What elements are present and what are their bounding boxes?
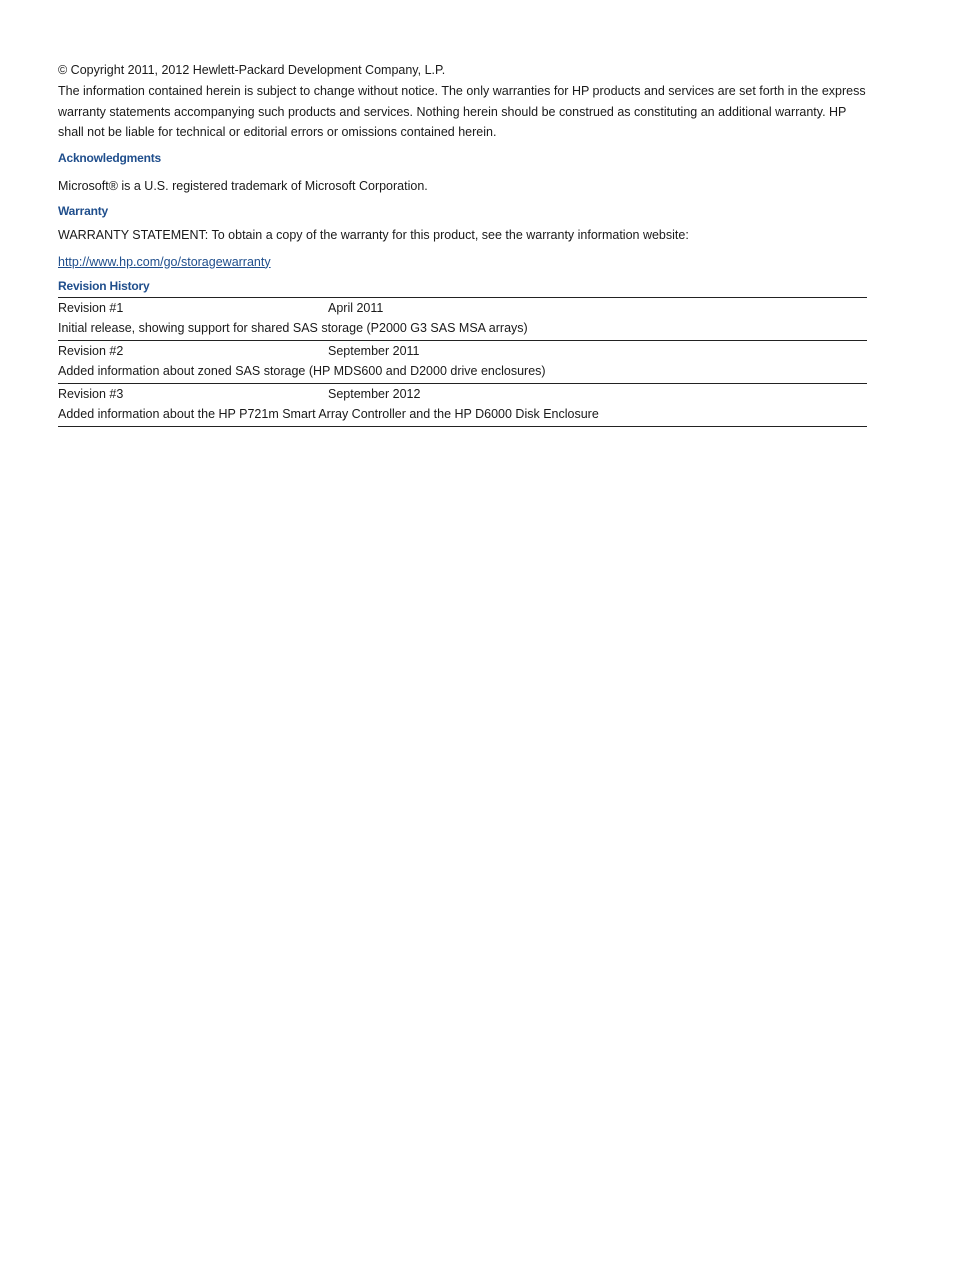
warranty-link[interactable]: http://www.hp.com/go/storagewarranty bbox=[58, 254, 271, 269]
revision-description: Initial release, showing support for shared SAS storage (P2000 G3 SAS MSA arrays) bbox=[58, 320, 528, 335]
revision-entry bbox=[58, 298, 867, 341]
revision-description: Added information about the HP P721m Smart Array Controller and the HP D6000 Disk Enclosure bbox=[58, 406, 599, 421]
revision-header-row bbox=[58, 298, 867, 318]
revision-number: Revision #3 bbox=[58, 386, 124, 401]
revision-date: September 2012 bbox=[328, 386, 421, 401]
revision-history-table bbox=[58, 297, 867, 427]
legal-notice: The information contained herein is subject to change without notice. The only warranties for HP products and services are set forth in the express warranty statements accompanying such products and services. Nothing herein should be construed as constituting an additional warranty. HP shall not be liable for technical or editorial errors or omissions contained herein. bbox=[58, 84, 866, 139]
revision-date: April 2011 bbox=[328, 300, 384, 315]
revision-description: Added information about zoned SAS storage (HP MDS600 and D2000 drive enclosures) bbox=[58, 363, 546, 378]
revision-header-row bbox=[58, 341, 867, 361]
revision-entry bbox=[58, 384, 867, 427]
acknowledgments-heading: Acknowledgments bbox=[58, 150, 162, 165]
warranty-heading: Warranty bbox=[58, 203, 108, 218]
revision-number: Revision #2 bbox=[58, 343, 124, 358]
revision-entry bbox=[58, 341, 867, 384]
copyright-notice: © Copyright 2011, 2012 Hewlett-Packard Development Company, L.P. bbox=[58, 63, 446, 77]
revision-date: September 2011 bbox=[328, 343, 420, 358]
warranty-text: WARRANTY STATEMENT: To obtain a copy of the warranty for this product, see the warranty information website: bbox=[58, 227, 689, 242]
revision-number: Revision #1 bbox=[58, 300, 124, 315]
document-page bbox=[58, 60, 868, 427]
revision-header-row bbox=[58, 384, 867, 404]
revision-history-heading: Revision History bbox=[58, 278, 150, 293]
acknowledgments-text: Microsoft® is a U.S. registered trademark of Microsoft Corporation. bbox=[58, 178, 428, 193]
